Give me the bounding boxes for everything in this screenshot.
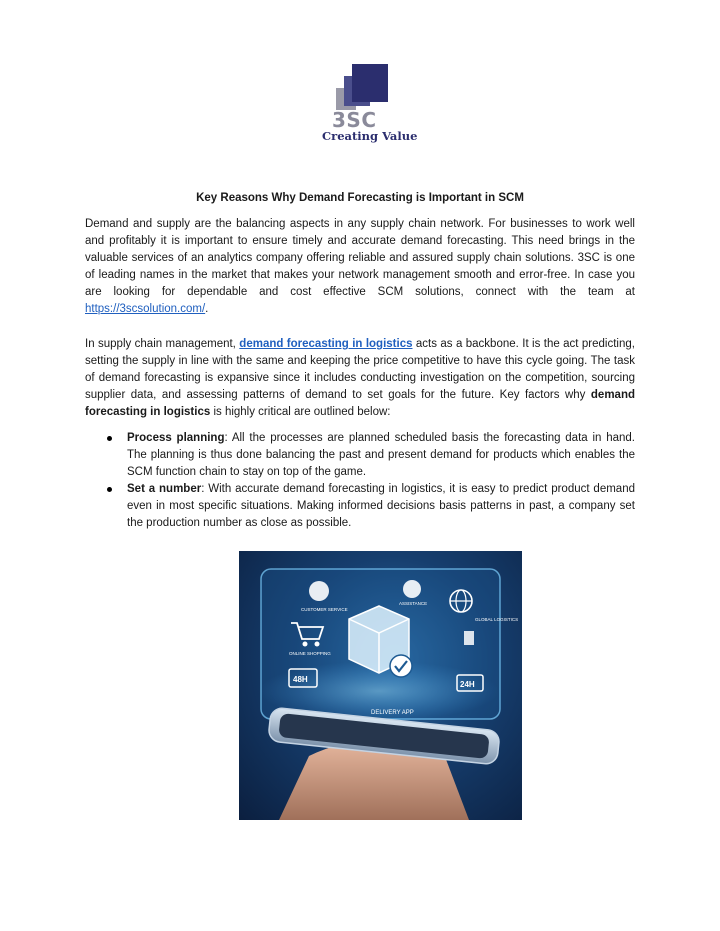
bullet-text: : With accurate demand forecasting in logistics, it is easy to predict product demand even in most specific situations. Making informed decisions basis patterns in past, a company set the production number as close as possible. xyxy=(127,483,635,529)
bullet-term: Process planning xyxy=(127,432,225,444)
website-link[interactable]: https://3scsolution.com/ xyxy=(85,303,206,315)
logistics-hero-image xyxy=(239,551,522,820)
list-item xyxy=(85,481,635,532)
bullet-icon xyxy=(107,487,112,492)
bullet-text: : All the processes are planned scheduled basis the forecasting data in hand. The planning is thus done balancing the past and present demand for products which enables the SCM function chain to stay on top of the game. xyxy=(127,432,635,478)
bullet-term: Set a number xyxy=(127,483,202,495)
hero-illustration xyxy=(239,551,522,820)
fragile-icon xyxy=(464,631,474,645)
icon-label-48h: 48H xyxy=(293,675,308,684)
icon-label-customer-service: CUSTOMER SERVICE xyxy=(301,607,348,612)
demand-forecasting-link[interactable]: demand forecasting in logistics xyxy=(239,338,413,350)
company-logo xyxy=(318,62,418,146)
icon-label-assistance: ASSISTANCE xyxy=(399,601,428,606)
logo-tagline: Creating Value xyxy=(322,129,418,143)
bold-phrase: demand forecasting in logistics xyxy=(85,389,635,418)
phone-assistance-icon xyxy=(403,580,421,598)
icon-label-global: GLOBAL LOGISTICS xyxy=(475,617,519,622)
icon-label-online-shopping: ONLINE SHOPPING xyxy=(289,651,331,656)
logo-name: 3SC xyxy=(332,108,377,132)
logo-square-navy xyxy=(352,64,388,102)
icon-label-24h: 24H xyxy=(460,680,475,689)
document-title: Key Reasons Why Demand Forecasting is Important in SCM xyxy=(196,192,524,204)
key-factors-list xyxy=(85,430,635,532)
paragraph-intro: Demand and supply are the balancing aspects in any supply chain network. For businesses to work well and profitably it is important to ensure timely and accurate demand forecasting. This need brings in the valuable services of an analytics company offering reliable and assured supply chain solutions. 3SC is one of leading names in the market that makes your network management smooth and error-free. In case you are looking for dependable and cost effective SCM solutions, connect with the team at https://3scsolution.com/. xyxy=(85,218,635,315)
customer-service-icon xyxy=(309,581,329,601)
list-item xyxy=(85,430,635,481)
paragraph-logistics: In supply chain management, demand forecasting in logistics acts as a backbone. It is the act predicting, setting the supply in line with the same and keeping the price competitive to have this cycle going. The task of demand forecasting is expansive since it includes conducting investigation on the competition, sourcing supplier data, and assessing patterns of demand to set goals for the future. Key factors why demand forecasting in logistics is highly critical are outlined below: xyxy=(85,338,635,418)
bullet-icon xyxy=(107,436,112,441)
checkmark-icon xyxy=(390,655,412,677)
icon-label-delivery-app: DELIVERY APP xyxy=(371,710,414,716)
